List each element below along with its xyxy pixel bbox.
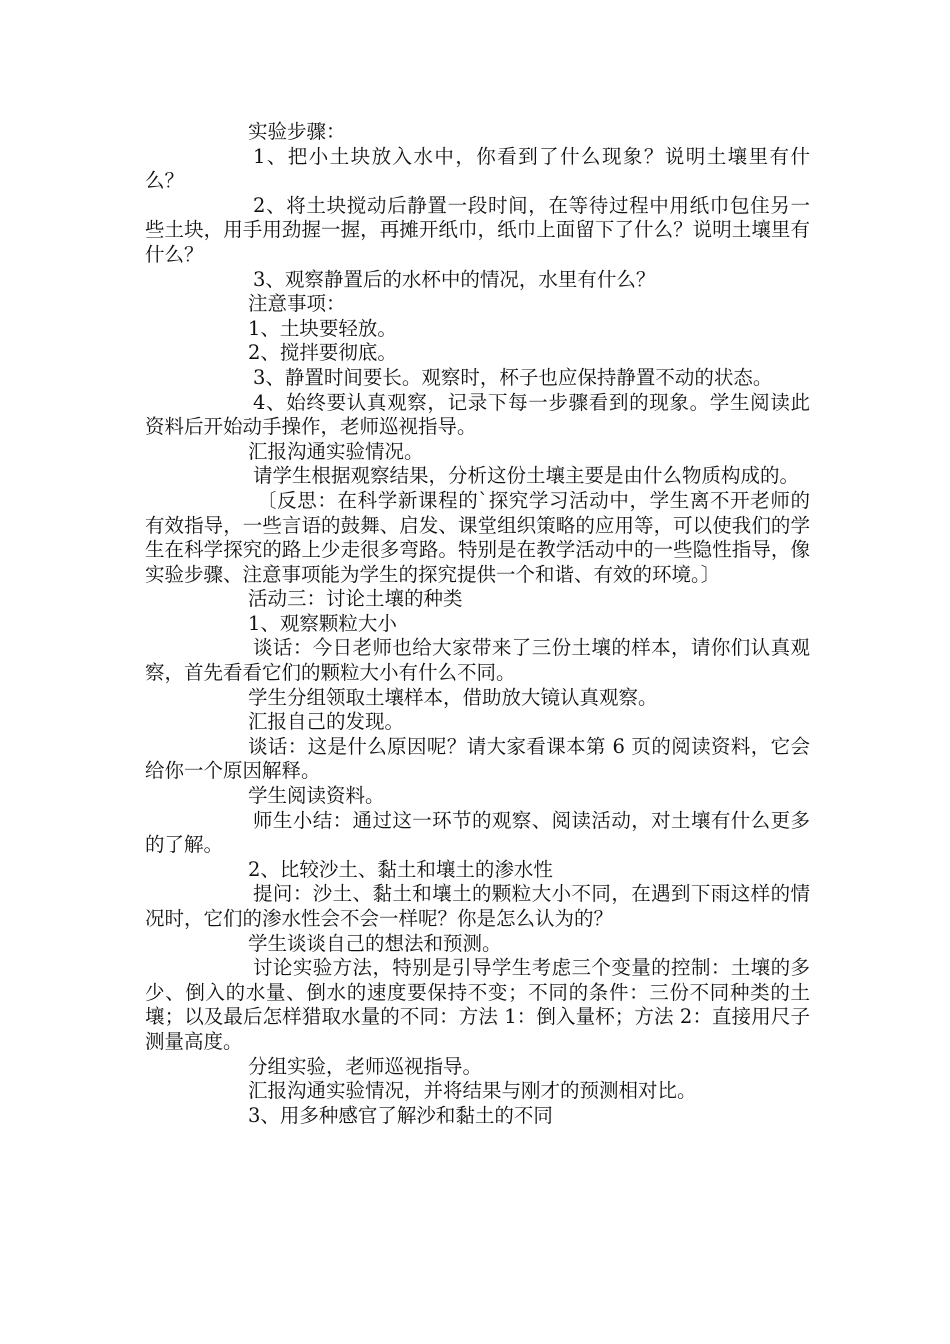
paragraph-observe-grain-size: 1、观察颗粒大小 <box>248 611 397 635</box>
paragraph-predictions: 学生谈谈自己的想法和预测。 <box>248 931 502 955</box>
paragraph-report-exchange: 汇报沟通实验情况。 <box>248 439 424 463</box>
paragraph-activity-three: 活动三：讨论土壤的种类 <box>248 587 463 611</box>
paragraph-read-material: 学生阅读资料。 <box>248 784 385 808</box>
paragraph-note-1: 1、土块要轻放。 <box>248 316 397 340</box>
document-body <box>145 120 810 1128</box>
paragraph-compare-permeability: 2、比较沙土、黏土和壤土的渗水性 <box>248 857 553 881</box>
paragraph-method-discussion: 讨论实验方法，特别是引导学生考虑三个变量的控制：土壤的多少、倒入的水量、倒水的速度要保持不变；不同的条件：三份不同种类的土壤；以及最后怎样猎取水量的不同：方法 1：倒入量杯；方法 2：直接用尺子测量高度。 <box>145 956 810 1053</box>
paragraph-reflection: 〔反思：在科学新课程的`探究学习活动中，学生离不开老师的有效指导，一些言语的鼓舞、启发、课堂组织策略的应用等，可以使我们的学生在科学探究的路上少走很多弯路。特别是在教学活动中的一些隐性指导，像实验步骤、注意事项能为学生的探究提供一个和谐、有效的环境。〕 <box>145 488 810 586</box>
paragraph-group-experiment: 分组实验，老师巡视指导。 <box>248 1054 483 1078</box>
paragraph-step-3: 3、观察静置后的水杯中的情况，水里有什么？ <box>253 267 656 291</box>
paragraph-talk-2: 谈话：这是什么原因呢？请大家看课本第 6 页的阅读资料，它会给你一个原因解释。 <box>145 734 810 783</box>
paragraph-report-compare: 汇报沟通实验情况，并将结果与刚才的预测相对比。 <box>248 1079 697 1103</box>
paragraph-group-samples: 学生分组领取土壤样本，借助放大镜认真观察。 <box>248 685 658 709</box>
paragraph-note-3: 3、静置时间要长。观察时，杯子也应保持静置不动的状态。 <box>253 365 773 389</box>
paragraph-step-2: 2、将土块搅动后静置一段时间，在等待过程中用纸巾包住另一些土块，用手用劲握一握，再摊开纸巾，纸巾上面留下了什么？说明土壤里有什么？ <box>145 193 810 266</box>
paragraph-summary: 师生小结：通过这一环节的观察、阅读活动，对土壤有什么更多的了解。 <box>145 808 810 857</box>
paragraph-note-2: 2、搅拌要彻底。 <box>248 341 397 365</box>
paragraph-steps-heading: 实验步骤： <box>248 120 346 143</box>
paragraph-report-findings: 汇报自己的发现。 <box>248 710 405 734</box>
paragraph-question: 提问：沙土、黏土和壤土的颗粒大小不同，在遇到下雨这样的情况时，它们的渗水性会不会一样呢？你是怎么认为的？ <box>145 882 810 930</box>
paragraph-talk-1: 谈话：今日老师也给大家带来了三份土壤的样本，请你们认真观察，首先看看它们的颗粒大小有什么不同。 <box>145 636 810 685</box>
paragraph-notes-heading: 注意事项： <box>248 292 346 316</box>
paragraph-step-1: 1、把小土块放入水中，你看到了什么现象？说明土壤里有什么？ <box>145 144 810 193</box>
paragraph-analysis: 请学生根据观察结果，分析这份土壤主要是由什么物质构成的。 <box>253 464 800 488</box>
paragraph-senses: 3、用多种感官了解沙和黏土的不同 <box>248 1103 553 1127</box>
paragraph-note-4: 4、始终要认真观察，记录下每一步骤看到的现象。学生阅读此资料后开始动手操作，老师巡视指导。 <box>145 390 810 439</box>
